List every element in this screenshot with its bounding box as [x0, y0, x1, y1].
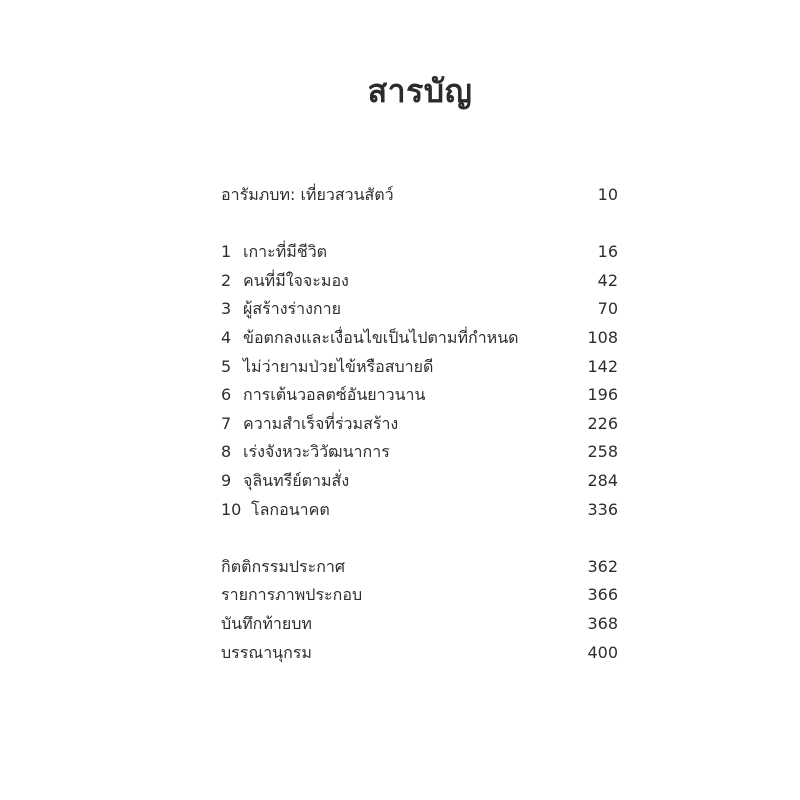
toc-entry-back-matter [221, 610, 618, 639]
section-spacer [221, 524, 618, 553]
chapter-number: 6 [221, 385, 232, 405]
toc-entry-label: ข้อตกลงและเงื่อนไขเป็นไปตามที่กำหนด [243, 327, 519, 347]
toc-entry-page: 42 [597, 270, 618, 290]
chapter-number: 1 [221, 242, 232, 262]
toc-entry-label: บันทึกท้ายบท [221, 613, 312, 633]
toc-entry-page: 366 [587, 585, 618, 605]
table-of-contents [221, 181, 618, 667]
chapter-number: 3 [221, 299, 232, 319]
toc-entry-back-matter [221, 553, 618, 582]
toc-entry-chapter [221, 238, 618, 267]
chapter-number: 5 [221, 356, 232, 376]
toc-entry-label: ความสำเร็จที่ร่วมสร้าง [243, 413, 399, 433]
chapter-number: 7 [221, 413, 232, 433]
toc-entry-page: 196 [587, 385, 618, 405]
toc-entry-label: เกาะที่มีชีวิต [243, 242, 328, 262]
toc-entry-intro [221, 181, 618, 210]
toc-entry-page: 226 [587, 413, 618, 433]
toc-entry-label: คนที่มีใจจะมอง [243, 270, 349, 290]
toc-entry-page: 400 [587, 642, 618, 662]
toc-entry-label: รายการภาพประกอบ [221, 585, 363, 605]
toc-entry-chapter [221, 353, 618, 382]
chapter-number: 10 [221, 499, 242, 519]
chapter-number: 9 [221, 470, 232, 490]
toc-entry-label: การเต้นวอลตซ์อันยาวนาน [243, 385, 426, 405]
toc-entry-page: 16 [597, 242, 618, 262]
toc-entry-page: 336 [587, 499, 618, 519]
toc-entry-label: บรรณานุกรม [221, 642, 312, 662]
toc-entry-back-matter [221, 581, 618, 610]
toc-entry-chapter [221, 467, 618, 496]
toc-entry-label: จุลินทรีย์ตามสั่ง [243, 470, 350, 490]
toc-entry-chapter [221, 438, 618, 467]
toc-entry-chapter [221, 324, 618, 353]
toc-entry-label: เร่งจังหวะวิวัฒนาการ [243, 442, 390, 462]
toc-entry-page: 284 [587, 470, 618, 490]
toc-entry-chapter [221, 267, 618, 296]
toc-entry-label: ไม่ว่ายามป่วยไข้หรือสบายดี [243, 356, 434, 376]
chapter-number: 8 [221, 442, 232, 462]
chapter-number: 2 [221, 270, 232, 290]
toc-entry-page: 70 [597, 299, 618, 319]
page-title: สารบัญ [367, 72, 473, 110]
toc-entry-chapter [221, 295, 618, 324]
toc-entry-chapter [221, 410, 618, 439]
toc-entry-page: 368 [587, 613, 618, 633]
toc-entry-label: กิตติกรรมประกาศ [221, 556, 346, 576]
toc-entry-chapter [221, 496, 618, 525]
toc-entry-label: ผู้สร้างร่างกาย [243, 299, 341, 319]
toc-entry-chapter [221, 381, 618, 410]
section-spacer [221, 210, 618, 239]
toc-entry-back-matter [221, 639, 618, 668]
toc-entry-page: 142 [587, 356, 618, 376]
toc-entry-page: 362 [587, 556, 618, 576]
toc-entry-label: โลกอนาคต [251, 499, 330, 519]
toc-entry-page: 108 [587, 327, 618, 347]
chapter-number: 4 [221, 327, 232, 347]
toc-entry-label: อารัมภบท: เที่ยวสวนสัตว์ [221, 185, 394, 204]
toc-entry-page: 258 [587, 442, 618, 462]
toc-entry-page: 10 [597, 185, 618, 204]
